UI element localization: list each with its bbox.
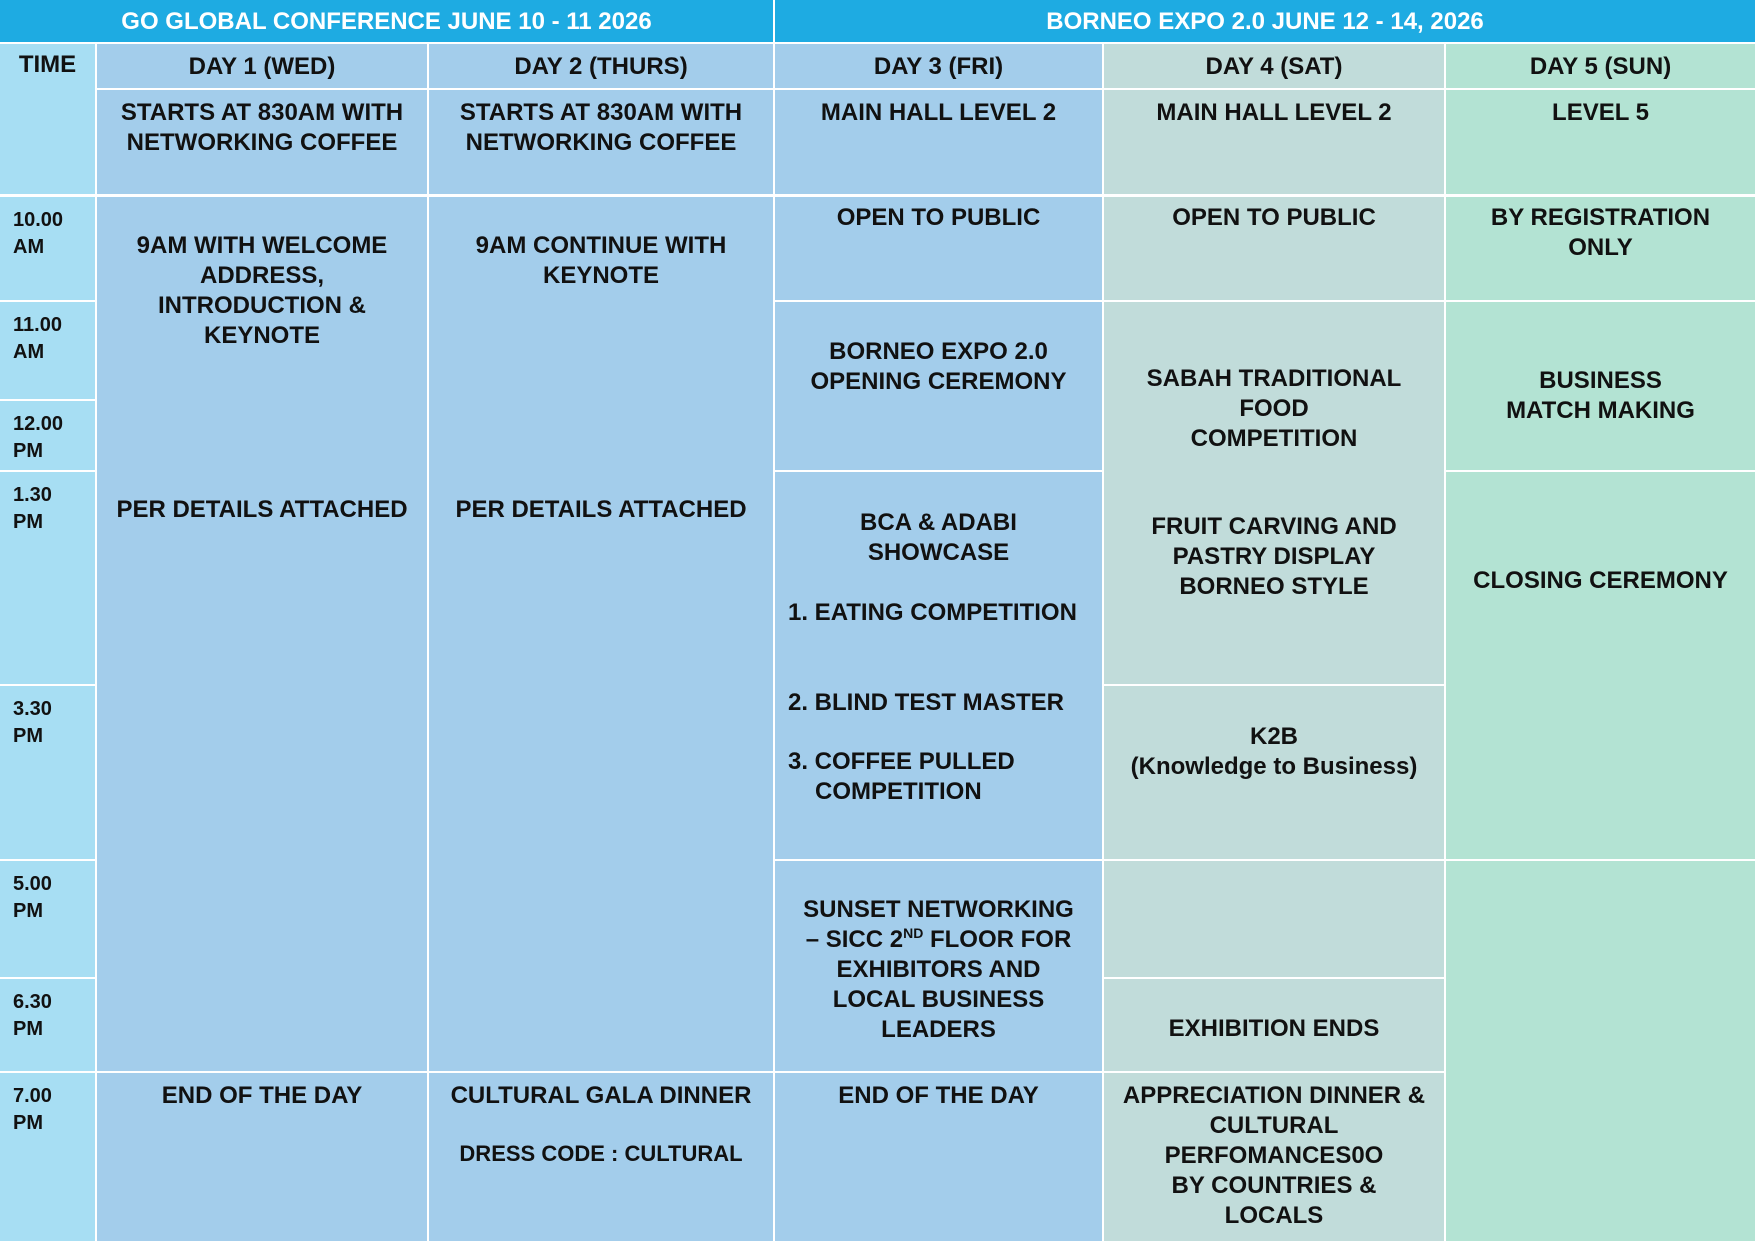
day3-opening-ceremony: BORNEO EXPO 2.0 OPENING CEREMONY (775, 302, 1102, 470)
day3-showcase (775, 472, 1102, 859)
day3-evening: END OF THE DAY (775, 1073, 1102, 1241)
day1-evening: END OF THE DAY (97, 1073, 427, 1241)
time-slot: 7.00 PM (0, 1073, 95, 1241)
day4-open-public: OPEN TO PUBLIC (1104, 197, 1444, 300)
expo-banner: BORNEO EXPO 2.0 JUNE 12 - 14, 2026 (775, 0, 1755, 42)
day4-venue: MAIN HALL LEVEL 2 (1104, 90, 1444, 194)
sunset-rest: EXHIBITORS AND LOCAL BUSINESS LEADERS (832, 956, 1045, 1043)
sunset-line2: – SICC 2ND FLOOR FOR (805, 925, 1072, 953)
day1-details: PER DETAILS ATTACHED (116, 496, 408, 523)
day4-competitions (1104, 302, 1444, 684)
time-header: TIME (0, 44, 95, 194)
day5-closing-ceremony: CLOSING CEREMONY (1446, 472, 1755, 859)
day3-sunset-networking (775, 861, 1102, 1071)
fruit-carving: FRUIT CARVING AND PASTRY DISPLAY BORNEO STYLE (1151, 513, 1397, 600)
showcase-title: BCA & ADABI SHOWCASE (860, 509, 1017, 566)
day1-header: DAY 1 (WED) (97, 44, 427, 88)
day4-header: DAY 4 (SAT) (1104, 44, 1444, 88)
gala-dinner: CULTURAL GALA DINNER (450, 1082, 752, 1109)
day2-main-block (429, 197, 773, 1071)
time-slot: 1.30 PM (0, 472, 95, 684)
day2-keynote: 9AM CONTINUE WITH KEYNOTE (475, 232, 727, 289)
day5-empty-slot (1446, 861, 1755, 1241)
ordinal-suffix: ND (903, 925, 924, 941)
day1-main-block (97, 197, 427, 1071)
list-item: 2. BLIND TEST MASTER (788, 689, 1065, 716)
time-slot: 3.30 PM (0, 686, 95, 859)
day2-venue: STARTS AT 830AM WITH NETWORKING COFFEE (429, 90, 773, 194)
day2-evening (429, 1073, 773, 1241)
time-slot: 10.00 AM (0, 197, 95, 300)
day4-evening: APPRECIATION DINNER & CULTURAL PERFOMANCES0O BY COUNTRIES & LOCALS (1104, 1073, 1444, 1241)
day3-open-public: OPEN TO PUBLIC (775, 197, 1102, 300)
sunset-line1: SUNSET NETWORKING (803, 896, 1074, 923)
dress-code: DRESS CODE : CULTURAL (459, 1141, 743, 1166)
conference-banner: GO GLOBAL CONFERENCE JUNE 10 - 11 2026 (0, 0, 773, 42)
day3-header: DAY 3 (FRI) (775, 44, 1102, 88)
day4-exhibition-ends: EXHIBITION ENDS (1104, 979, 1444, 1071)
day5-venue: LEVEL 5 (1446, 90, 1755, 194)
day4-empty-slot (1104, 861, 1444, 977)
day5-registration: BY REGISTRATION ONLY (1446, 197, 1755, 300)
food-competition: SABAH TRADITIONAL FOOD COMPETITION (1146, 365, 1402, 452)
day5-header: DAY 5 (SUN) (1446, 44, 1755, 88)
day1-keynote: 9AM WITH WELCOME ADDRESS, INTRODUCTION & KEYNOTE (136, 232, 388, 349)
day2-header: DAY 2 (THURS) (429, 44, 773, 88)
day4-k2b: K2B (Knowledge to Business) (1104, 686, 1444, 859)
list-item: 1. EATING COMPETITION (788, 599, 1077, 626)
day3-venue: MAIN HALL LEVEL 2 (775, 90, 1102, 194)
day1-venue: STARTS AT 830AM WITH NETWORKING COFFEE (97, 90, 427, 194)
time-slot: 11.00 AM (0, 302, 95, 399)
day2-details: PER DETAILS ATTACHED (455, 496, 747, 523)
time-slot: 5.00 PM (0, 861, 95, 977)
day5-business-matching: BUSINESS MATCH MAKING (1446, 302, 1755, 470)
time-slot: 6.30 PM (0, 979, 95, 1071)
list-item-continuation: COMPETITION (815, 778, 982, 805)
list-item: 3. COFFEE PULLED (788, 748, 1015, 775)
time-slot: 12.00 PM (0, 401, 95, 470)
